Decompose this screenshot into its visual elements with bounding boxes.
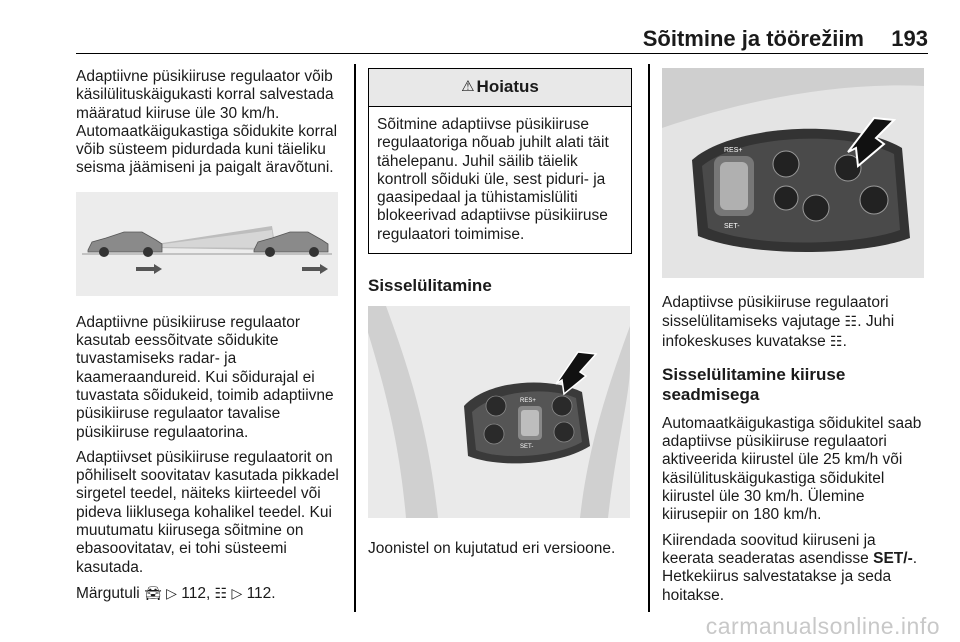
adaptive-cruise-icon: ☷ <box>830 332 843 349</box>
adaptive-cruise-icon: ☷ <box>844 313 858 330</box>
warning-triangle-icon: ⚠︎ <box>461 78 475 96</box>
section-heading: Sisselülitamine kiiruse seadmisega <box>662 364 846 404</box>
paragraph: Automaatkäigukastiga sõidukitel saab adaptiivse püsikiiruse regulaatori aktiveerida kiirustel üle 25 km/h või käsilülituskäigukastiga sõidukitel kiirustel üle 30 km/h. Ülemine kiirusepiir on 180 km/h. <box>662 414 922 524</box>
radar-illustration <box>76 192 338 296</box>
paragraph: Kiirendada soovitud kiiruseni ja keerata seaderatas asendisse SET/-. Hetkekiirus salvestatakse ja seda hoitakse. <box>662 531 918 604</box>
paragraph: Märgutuli 🚘︎ ▷ 112, ☷ ▷ 112. <box>76 584 276 602</box>
set-key-label: SET/- <box>873 549 913 567</box>
reference-icon: ▷ <box>231 584 243 601</box>
warning-title: ⚠︎ Hoiatus <box>369 69 631 107</box>
figure-caption: Joonistel on kujutatud eri versioone. <box>368 540 616 558</box>
set-label: SET- <box>724 223 740 230</box>
steering-wheel-diagram <box>368 306 630 518</box>
column-divider <box>354 64 356 612</box>
control-buttons-diagram <box>662 68 924 278</box>
warning-text: Sõitmine adaptiivse püsikiiruse regulaatoriga nõuab juhilt alati täit tähelepanu. Juhil säilib täielik kontroll sõiduki üle, sest piduri- ja gaasipedaal ja tühistamislüliti blokeerivad adaptiivse püsikiiruse regulaatori toimimise. <box>377 116 609 243</box>
paragraph: Adaptiivne püsikiiruse regulaator võib käsilülituskäigukasti korral salvestada määratud kiiruse üle 30 km/h. Automaatkäigukastiga sõidukite korral võib süsteem pidurdada kuni täieliku seisma jäämiseni ja paigalt äravõtuni. <box>76 68 338 177</box>
section-heading: Sisselülitamine <box>368 276 492 296</box>
page-header <box>76 26 928 54</box>
column-left <box>76 68 346 610</box>
page-title: Sõitmine ja töörežiim <box>642 26 864 51</box>
paragraph: Adaptiivset püsikiiruse regulaatorit on põhiliselt soovitatav kasutada pikkadel sirgetel teedel, näiteks kiirteedel või pideva liiklusega kohalikel teedel. Kui muutumatu kiirusega sõitmine on ebasoovitatav, ei tohi süsteemi kasutada. <box>76 448 339 576</box>
column-divider <box>648 64 650 612</box>
steering-wheel-illustration <box>368 306 630 518</box>
page-number: 193 <box>891 26 928 51</box>
control-buttons-illustration <box>662 68 924 278</box>
column-middle <box>368 68 636 565</box>
paragraph: Adaptiivse püsikiiruse regulaatori sisselülitamiseks vajutage ☷. Juhi infokeskuses kuvatakse ☷. <box>662 294 895 350</box>
res-label: RES+ <box>520 398 536 405</box>
adaptive-cruise-icon: ☷ <box>214 584 228 601</box>
radar-diagram <box>76 192 338 296</box>
warning-box <box>368 68 632 254</box>
res-label: RES+ <box>724 147 743 154</box>
set-label: SET- <box>520 444 534 451</box>
paragraph: Adaptiivne püsikiiruse regulaator kasutab eessõitvate sõidukite tuvastamiseks radar- ja kaameraandureid. Kui sõidurajal ei tuvastata sõidukeid, toimib adaptiivne püsikiiruse regulaator tavalise püsikiiruse regulaatorina. <box>76 313 334 441</box>
watermark: carmanualsonline.info <box>705 613 940 639</box>
column-right <box>662 68 930 612</box>
car-icon: 🚘︎ <box>144 584 162 601</box>
reference-icon: ▷ <box>166 584 177 601</box>
